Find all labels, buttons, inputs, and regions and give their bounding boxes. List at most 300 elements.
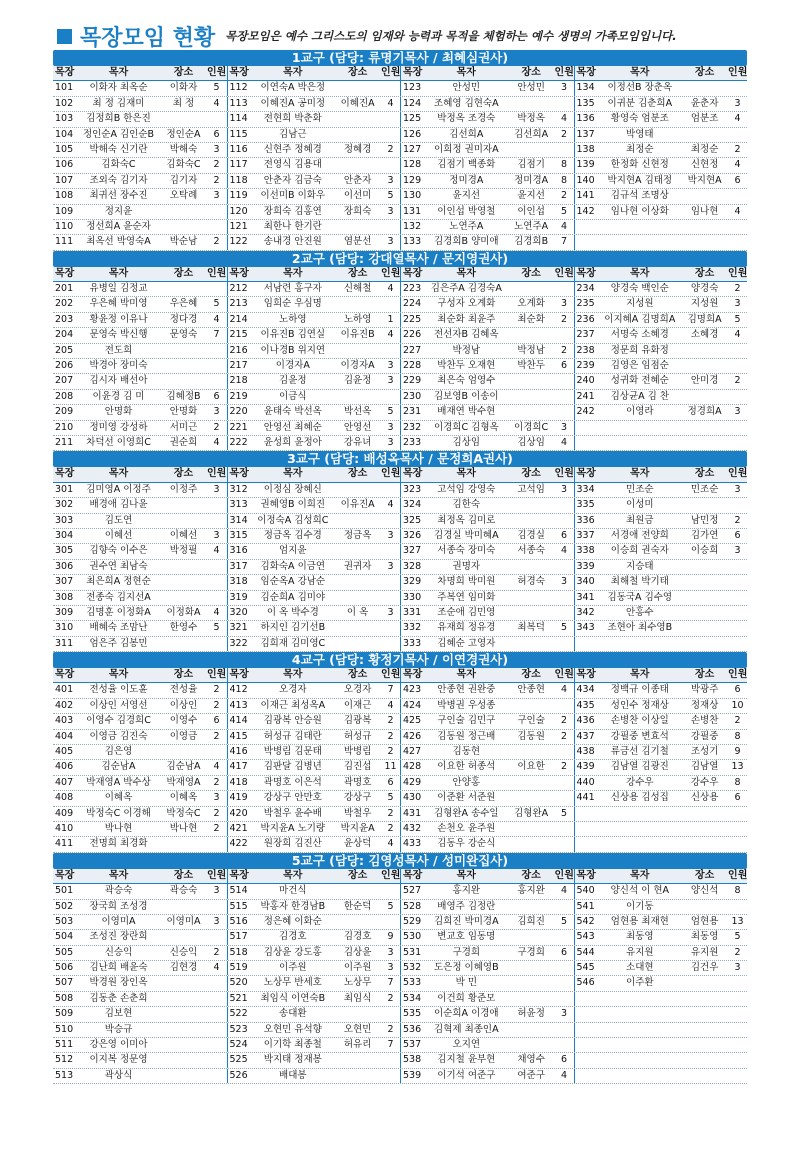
group-number: 304: [55, 529, 74, 541]
meeting-place: 이영미A: [166, 915, 201, 927]
group-entry: [227, 745, 401, 759]
table-row: [53, 174, 747, 189]
member-count: [728, 359, 747, 373]
member-count: [381, 637, 400, 651]
leader-names: 안명화: [104, 406, 133, 418]
group-number: 508: [55, 992, 74, 1004]
meeting-place: 김순남A: [166, 761, 201, 773]
column-header: 목장: [403, 869, 423, 881]
member-count: [728, 421, 747, 435]
leader-names: 최해철 박기태: [610, 576, 669, 588]
column-header: 인원: [207, 267, 226, 279]
meeting-place: 이경희C: [514, 421, 549, 433]
meeting-place: [681, 1023, 728, 1037]
leader-names: [598, 992, 681, 1006]
meeting-place: 박광주: [690, 684, 719, 696]
leader-names: 김시자 배선아: [89, 375, 148, 387]
leader-names: 주복연 임미화: [437, 591, 496, 603]
group-number: 305: [55, 545, 74, 557]
member-count: 1: [387, 313, 394, 325]
table-row: [53, 1069, 747, 1084]
header-quadrant: [574, 66, 748, 80]
meeting-place: 박정옥: [517, 113, 545, 125]
member-count: 9: [734, 746, 741, 758]
group-number: 111: [55, 236, 74, 248]
group-number: 434: [576, 684, 595, 696]
meeting-place: [508, 976, 555, 990]
group-number: [575, 637, 599, 651]
leader-names: 이기동: [626, 900, 654, 912]
meeting-place: 김경실: [517, 529, 545, 541]
group-entry: [227, 930, 401, 944]
leader-names: 김보현: [104, 1008, 133, 1020]
member-count: 4: [560, 1069, 568, 1081]
group-number: 125: [403, 113, 422, 125]
group-number: 322: [229, 637, 248, 649]
table-row: [53, 97, 747, 112]
leader-names: 구경희: [452, 946, 481, 958]
leader-names: 이윤경 김 미: [92, 390, 145, 402]
leader-names: 김보영B 이송이: [434, 390, 499, 402]
column-header: 목장: [229, 267, 249, 279]
group-number: 320: [229, 606, 248, 618]
group-number: 242: [576, 406, 595, 418]
group-number: 433: [403, 838, 422, 850]
member-count: [207, 591, 226, 605]
group-number: 529: [403, 915, 422, 927]
member-count: 3: [387, 529, 394, 541]
group-entry: [574, 1007, 748, 1021]
group-number: 415: [229, 730, 248, 742]
group-entry: [400, 992, 574, 1006]
group-entry: [53, 112, 227, 126]
meeting-place: 박지현A: [687, 174, 722, 186]
table-row: [53, 235, 747, 250]
group-number: 510: [55, 1023, 74, 1035]
member-count: 8: [734, 730, 741, 742]
group-number: 412: [229, 684, 248, 696]
leader-names: [598, 807, 681, 821]
leader-names: [598, 822, 681, 836]
group-entry: [574, 1069, 748, 1083]
group-number: 542: [576, 915, 595, 927]
column-header: 인원: [554, 468, 574, 480]
group-number: 338: [576, 545, 595, 557]
group-entry: [400, 297, 574, 311]
table-row: [53, 483, 747, 498]
member-count: 4: [213, 962, 220, 974]
member-count: [728, 606, 747, 620]
leader-names: 이경희C 김형옥: [433, 421, 499, 433]
column-header: 장소: [521, 669, 541, 681]
leader-names: 김순남A: [101, 761, 136, 773]
leader-names: 이화자 최옥순: [89, 82, 148, 94]
meeting-place: [508, 745, 555, 759]
group-number: 319: [229, 591, 248, 603]
meeting-place: [681, 575, 728, 589]
meeting-place: [681, 390, 728, 404]
group-entry: [53, 807, 227, 821]
member-count: [381, 297, 400, 311]
member-count: [555, 1038, 574, 1052]
group-entry: [227, 405, 401, 419]
meeting-place: 소혜경: [690, 329, 719, 341]
meeting-place: 신상용: [690, 792, 719, 804]
meeting-place: [508, 1023, 555, 1037]
table-header-row: [53, 267, 747, 282]
group-entry: [53, 544, 227, 558]
member-count: [381, 621, 400, 635]
leader-names: 박재영A 박수상: [86, 776, 151, 788]
group-number: 441: [576, 792, 595, 804]
member-count: 6: [213, 128, 220, 140]
group-entry: [227, 714, 401, 728]
group-number: 220: [229, 406, 248, 418]
meeting-place: [334, 297, 381, 311]
member-count: [555, 143, 574, 157]
group-entry: [227, 81, 401, 95]
member-count: [381, 112, 400, 126]
leader-names: 김남열 김광진: [610, 761, 669, 773]
meeting-place: [508, 514, 555, 528]
group-number: 238: [576, 344, 595, 356]
table-row: [53, 1007, 747, 1022]
member-count: 2: [387, 1023, 394, 1035]
column-header: 인원: [381, 67, 400, 78]
column-header: 목장: [229, 869, 249, 881]
leader-names: 김경호: [279, 931, 307, 943]
leader-names: 이금식: [279, 390, 307, 402]
group-number: 507: [55, 977, 74, 989]
header-quadrant: [400, 267, 574, 281]
member-count: 5: [734, 931, 741, 943]
leader-names: 이경자A: [275, 360, 310, 372]
member-count: 2: [387, 730, 394, 742]
leader-names: 노상무 반세호: [263, 977, 322, 989]
column-header: 목자: [283, 267, 303, 279]
leader-names: 최귀선 장수진: [89, 190, 148, 202]
member-count: 2: [213, 776, 220, 788]
group-number: 302: [55, 499, 74, 511]
member-count: [555, 900, 574, 914]
group-entry: [227, 900, 401, 914]
leader-names: 오지연: [452, 1039, 481, 1051]
member-count: 3: [560, 298, 568, 310]
group-entry: [227, 235, 401, 249]
meeting-place: [334, 1053, 381, 1067]
group-entry: [53, 436, 227, 450]
member-count: [381, 220, 400, 234]
group-entry: [227, 837, 401, 851]
member-count: [728, 1023, 747, 1037]
member-count: 2: [213, 822, 220, 834]
meeting-place: 김현경: [169, 962, 198, 974]
group-number: 105: [55, 143, 74, 155]
meeting-place: 이혜옥: [169, 792, 198, 804]
leader-names: 엄은주 김봉민: [89, 637, 148, 649]
table-row: [53, 81, 747, 96]
group-number: 501: [55, 885, 74, 897]
meeting-place: 김형완A: [514, 807, 549, 819]
column-header: 인원: [381, 869, 400, 881]
group-entry: [574, 405, 748, 419]
meeting-place: 박철우: [343, 807, 372, 819]
leader-names: 엄현용 최재현: [610, 915, 669, 927]
member-count: 3: [213, 190, 220, 202]
meeting-place: 오경자: [343, 684, 372, 696]
meeting-place: [160, 1007, 207, 1021]
table-row: [53, 822, 747, 837]
column-header: 목장: [55, 869, 75, 881]
member-count: [207, 745, 226, 759]
meeting-place: 김진섭: [343, 761, 372, 773]
member-count: 3: [734, 406, 741, 418]
group-entry: [227, 575, 401, 589]
member-count: [207, 282, 226, 296]
group-entry: [227, 359, 401, 373]
meeting-place: 지성원: [690, 298, 719, 310]
column-header: 장소: [173, 267, 194, 279]
member-count: [728, 189, 747, 203]
leader-names: 배경애 김나윤: [89, 499, 148, 511]
meeting-place: 신승익: [169, 946, 198, 958]
meeting-place: [160, 930, 207, 944]
header-quadrant: [400, 66, 574, 80]
member-count: 5: [213, 82, 220, 94]
member-count: 6: [734, 792, 741, 804]
leader-names: 박해숙 신기란: [89, 143, 148, 155]
meeting-place: 이정주: [169, 483, 198, 495]
column-header: 목장: [576, 67, 596, 78]
meeting-place: 정재상: [690, 699, 719, 711]
member-count: [381, 544, 400, 558]
member-count: 3: [213, 483, 220, 495]
meeting-place: [681, 359, 728, 373]
group-entry: [574, 436, 748, 450]
leader-names: 이귀분 김춘희A: [607, 97, 673, 109]
meeting-place: 오계화: [517, 298, 545, 310]
member-count: 8: [560, 174, 568, 186]
leader-names: 이인섭 박영철: [437, 205, 496, 217]
group-number: 425: [403, 715, 422, 727]
leader-names: 강상구 안만호: [263, 792, 322, 804]
group-entry: [227, 189, 401, 203]
group-entry: [400, 81, 574, 95]
leader-names: 차덕선 이영희C: [86, 436, 151, 448]
meeting-place: 김남열: [690, 761, 719, 773]
leader-names: 한정화 신현정: [610, 159, 669, 171]
group-entry: [53, 776, 227, 790]
leader-names: 최정옥 김미로: [437, 514, 496, 526]
leader-names: 우은혜 박미영: [89, 298, 148, 310]
member-count: 3: [734, 545, 741, 557]
member-count: [207, 637, 226, 651]
leader-names: 이승희 권숙자: [610, 545, 669, 557]
group-entry: [400, 189, 574, 203]
header-quadrant: [227, 467, 401, 481]
member-count: [381, 344, 400, 358]
table-row: [53, 714, 747, 729]
meeting-place: 김건우: [690, 962, 719, 974]
group-entry: [53, 1023, 227, 1037]
group-entry: [574, 730, 748, 744]
member-count: [555, 97, 574, 111]
member-count: 4: [387, 97, 394, 109]
group-number: 136: [576, 113, 595, 125]
group-entry: [400, 930, 574, 944]
meeting-place: [334, 884, 381, 898]
group-number: 230: [403, 390, 422, 402]
group-entry: [227, 946, 401, 960]
column-header: 장소: [347, 468, 368, 480]
table-row: [53, 591, 747, 606]
member-count: [381, 575, 400, 589]
member-count: 2: [213, 174, 220, 186]
member-count: [728, 637, 747, 651]
leader-names: 정미경A: [449, 174, 484, 186]
meeting-place: [508, 822, 555, 836]
member-count: [728, 807, 747, 821]
meeting-place: 구경희: [517, 946, 545, 958]
group-number: 340: [576, 576, 595, 588]
group-entry: [574, 514, 748, 528]
meeting-place: [160, 992, 207, 1006]
meeting-place: 김동원: [517, 730, 545, 742]
member-count: [555, 1023, 574, 1037]
group-entry: [227, 699, 401, 713]
leader-names: 김난희 배윤숙: [89, 962, 148, 974]
group-number: 210: [55, 421, 74, 433]
header-quadrant: [227, 66, 401, 80]
leader-names: 김도연: [104, 514, 133, 526]
meeting-place: 정금옥: [343, 529, 372, 541]
group-entry: [400, 112, 574, 126]
member-count: 2: [560, 190, 568, 202]
meeting-place: [160, 591, 207, 605]
group-number: 119: [229, 190, 248, 202]
leader-names: 이나경B 위지연: [260, 344, 326, 356]
meeting-place: 박정남: [517, 344, 545, 356]
meeting-place: 김희진: [517, 915, 545, 927]
table-row: [53, 220, 747, 235]
leader-names: 정백규 이종태: [610, 684, 669, 696]
group-entry: [574, 884, 748, 898]
leader-names: 권혜영B 이희진: [260, 499, 326, 511]
leader-names: 오경자: [279, 684, 307, 696]
leader-names: 김희재 김미영C: [260, 637, 326, 649]
meeting-place: 염분선: [343, 236, 372, 248]
leader-names: 하지인 김기선B: [260, 622, 326, 634]
group-entry: [574, 760, 748, 774]
group-number: 102: [55, 97, 74, 109]
meeting-place: [508, 591, 555, 605]
meeting-place: 안명화: [169, 406, 198, 418]
group-number: [575, 220, 599, 234]
meeting-place: 고석임: [517, 483, 545, 495]
member-count: [381, 514, 400, 528]
member-count: 3: [734, 298, 741, 310]
group-entry: [53, 699, 227, 713]
group-number: [575, 235, 599, 249]
meeting-place: 유지원: [690, 946, 719, 958]
group-entry: [574, 174, 748, 188]
member-count: 4: [213, 313, 220, 325]
table-row: [53, 374, 747, 389]
group-number: 430: [403, 792, 422, 804]
member-count: 3: [560, 576, 568, 588]
group-entry: [400, 97, 574, 111]
column-header: 목자: [108, 267, 129, 279]
group-entry: [574, 791, 748, 805]
group-entry: [400, 976, 574, 990]
column-header: 목자: [456, 468, 476, 480]
leader-names: 김명훈 이정화A: [86, 606, 151, 618]
group-entry: [400, 205, 574, 219]
column-header: 목자: [456, 67, 476, 78]
table-row: [53, 390, 747, 405]
group-entry: [574, 220, 748, 234]
column-header: 목장: [576, 669, 596, 681]
leader-names: 김향숙 이수은: [89, 545, 148, 557]
group-number: 307: [55, 576, 74, 588]
leader-names: 노하영: [279, 313, 307, 325]
table-row: [53, 730, 747, 745]
member-count: [207, 1069, 226, 1083]
meeting-place: [508, 776, 555, 790]
member-count: 8: [734, 776, 741, 788]
member-count: [207, 992, 226, 1006]
group-entry: [227, 591, 401, 605]
group-entry: [227, 637, 401, 651]
group-entry: [227, 328, 401, 342]
group-entry: [53, 976, 227, 990]
meeting-place: [508, 1038, 555, 1052]
group-number: 207: [55, 375, 74, 387]
member-count: 3: [560, 421, 568, 433]
member-count: [207, 575, 226, 589]
group-entry: [227, 205, 401, 219]
column-header: 장소: [694, 869, 715, 881]
table-row: [53, 112, 747, 127]
group-number: 118: [229, 174, 248, 186]
group-entry: [227, 1038, 401, 1052]
group-number: 514: [229, 885, 248, 897]
leader-names: 이선미B 이화우: [260, 190, 326, 202]
group-number: 528: [403, 900, 422, 912]
member-count: 6: [560, 1054, 568, 1066]
leader-names: 김희진 박미경A: [434, 915, 499, 927]
member-count: 2: [213, 684, 220, 696]
group-entry: [53, 143, 227, 157]
group-number: 203: [55, 313, 74, 325]
group-entry: [574, 946, 748, 960]
member-count: 6: [560, 529, 568, 541]
meeting-place: [508, 498, 555, 512]
leader-names: 전명희 최경화: [89, 838, 148, 850]
leader-names: 윤성희 윤정아: [263, 436, 322, 448]
group-entry: [574, 529, 748, 543]
meeting-place: 김경희B: [514, 236, 549, 248]
member-count: 4: [560, 545, 568, 557]
group-entry: [53, 900, 227, 914]
group-number: 420: [229, 807, 248, 819]
group-number: 323: [403, 483, 422, 495]
column-header: 인원: [728, 669, 747, 681]
member-count: 4: [734, 329, 741, 341]
leader-names: 김상임: [452, 436, 481, 448]
group-number: 241: [576, 390, 595, 402]
group-entry: [53, 483, 227, 497]
